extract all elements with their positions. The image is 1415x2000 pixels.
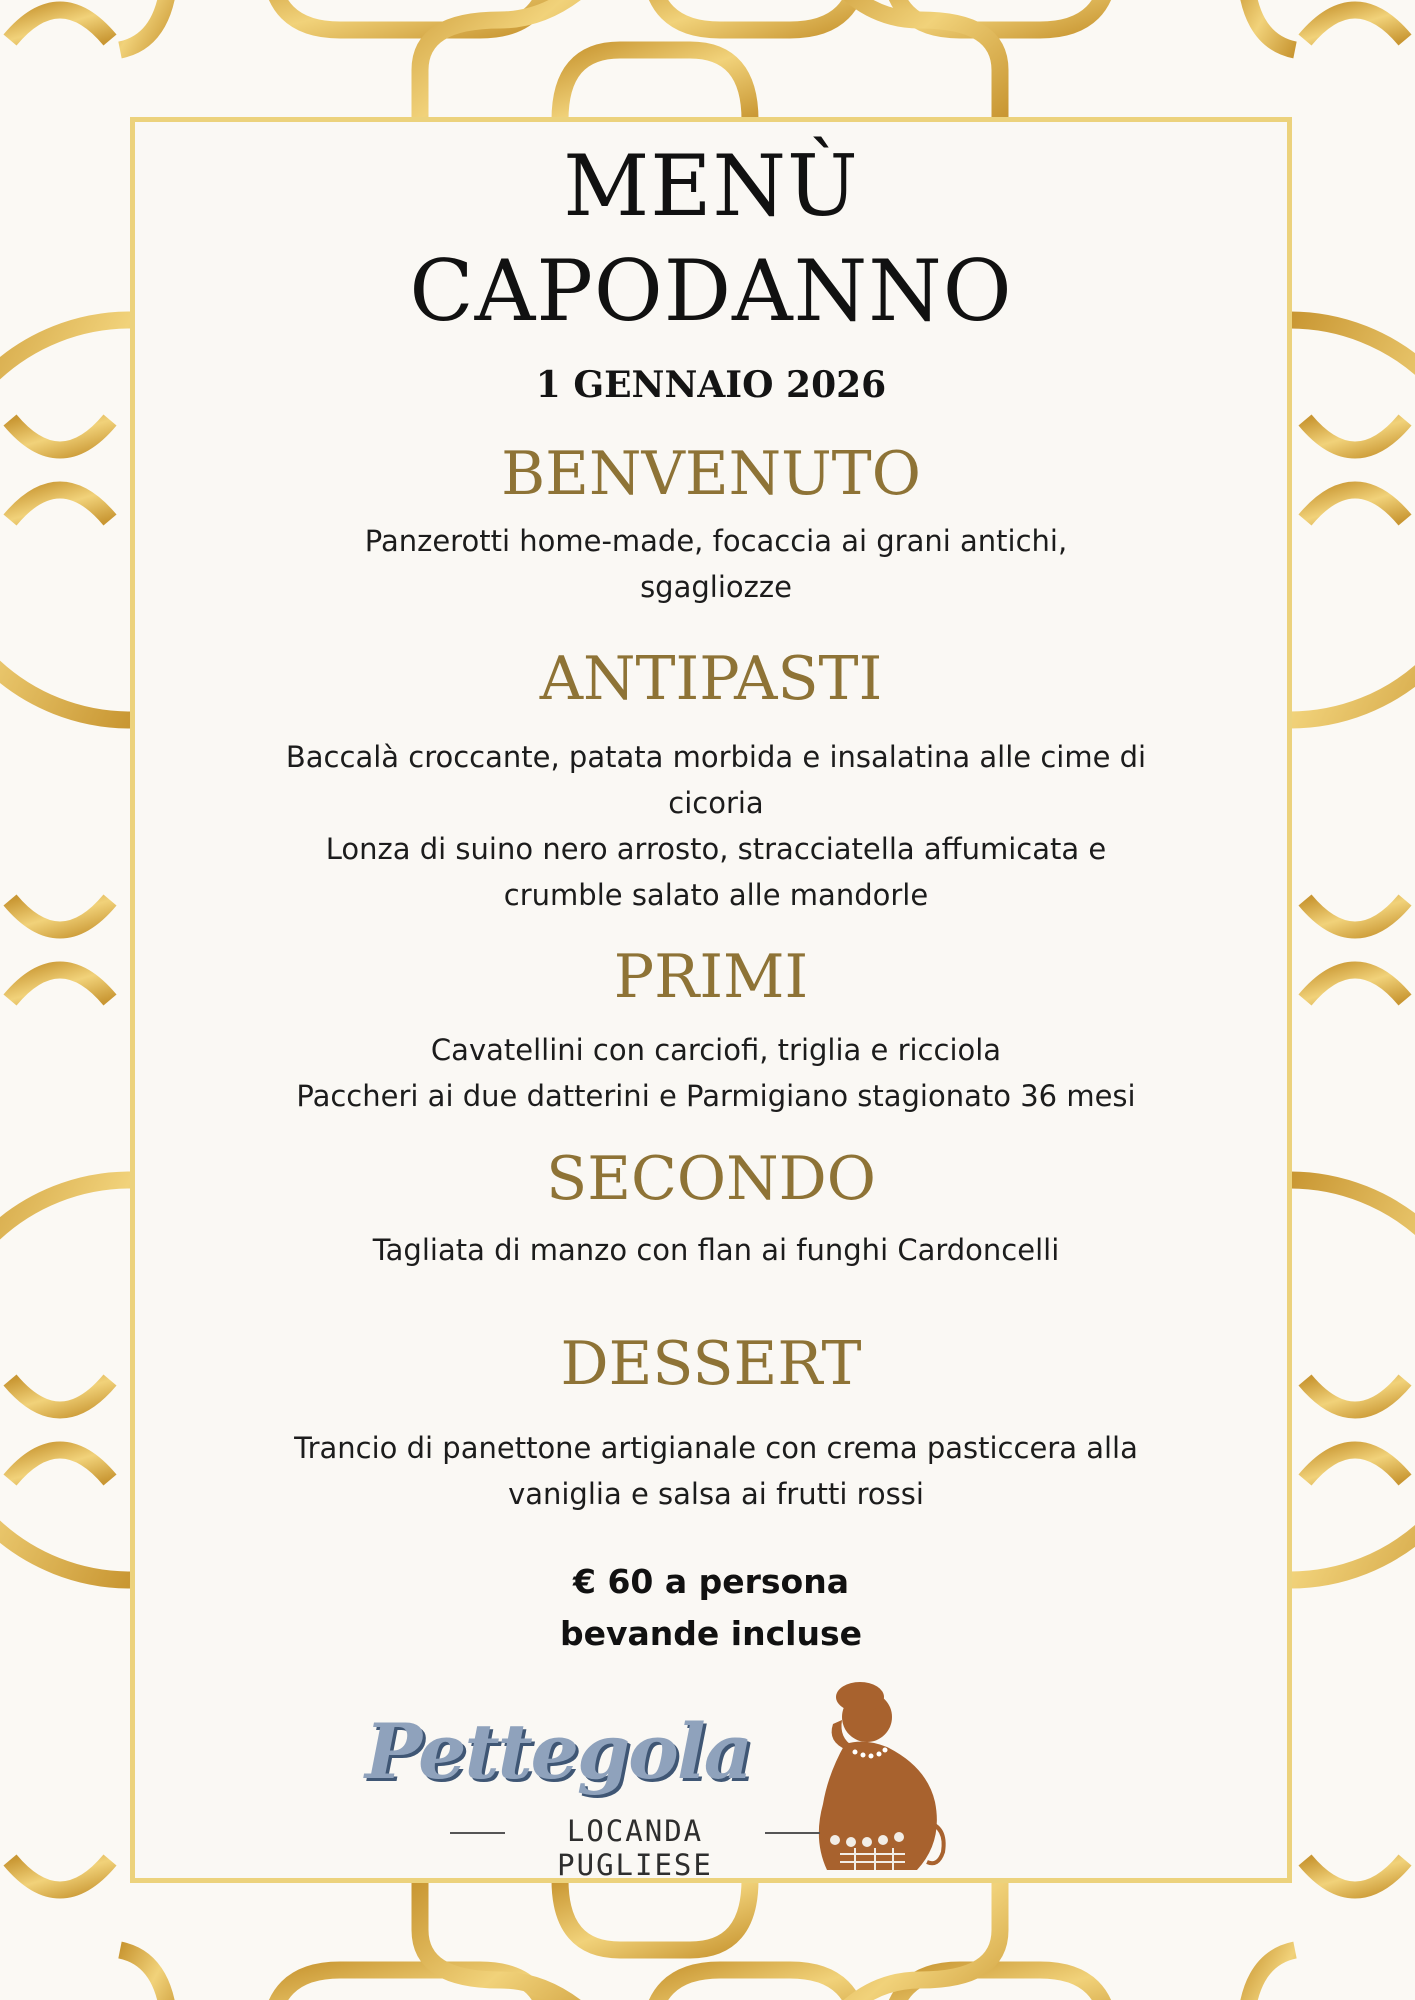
section-items-antipasti bbox=[175, 734, 1257, 918]
section-heading-benvenuto: BENVENUTO bbox=[501, 439, 921, 509]
menu-item-line: vaniglia e salsa ai frutti rossi bbox=[508, 1477, 924, 1511]
drinks-included-note: bevande incluse bbox=[560, 1614, 862, 1653]
brand-divider-left bbox=[450, 1832, 505, 1834]
section-items-primi bbox=[175, 1027, 1257, 1119]
menu-item-line: Trancio di panettone artigianale con crema pasticcera alla bbox=[294, 1431, 1138, 1465]
section-items-benvenuto bbox=[175, 518, 1257, 610]
section-heading-secondo: SECONDO bbox=[546, 1144, 876, 1214]
menu-title-line1: MENÙ bbox=[563, 137, 859, 235]
menu-item-line: Lonza di suino nero arrosto, stracciatella affumicata e bbox=[325, 832, 1107, 866]
brand-logo-name: Pettegola bbox=[365, 1707, 751, 1796]
brand-subtitle: LOCANDA PUGLIESE bbox=[557, 1814, 713, 1882]
menu-card bbox=[130, 117, 1292, 1883]
menu-item-line: Cavatellini con carciofi, triglia e ricciola bbox=[430, 1033, 1002, 1067]
menu-item-line: Paccheri ai due datterini e Parmigiano stagionato 36 mesi bbox=[296, 1079, 1136, 1113]
section-items-dessert bbox=[175, 1425, 1257, 1517]
section-heading-dessert: DESSERT bbox=[560, 1329, 862, 1399]
section-heading-primi: PRIMI bbox=[613, 942, 809, 1012]
menu-date: 1 GENNAIO 2026 bbox=[535, 364, 887, 406]
section-heading-antipasti: ANTIPASTI bbox=[539, 644, 883, 714]
section-items-secondo bbox=[175, 1227, 1257, 1273]
menu-item-line: cicoria bbox=[668, 786, 764, 820]
price-per-person: € 60 a persona bbox=[573, 1562, 849, 1601]
menu-item-line: Tagliata di manzo con flan ai funghi Cardoncelli bbox=[372, 1233, 1060, 1267]
menu-item-line: Panzerotti home-made, focaccia ai grani antichi, bbox=[364, 524, 1068, 558]
menu-item-line: sgagliozze bbox=[640, 570, 792, 604]
menu-item-line: crumble salato alle mandorle bbox=[503, 878, 929, 912]
price-block bbox=[135, 1556, 1287, 1660]
brand-subtitle-row bbox=[450, 1812, 820, 1882]
menu-item-line: Baccalà croccante, patata morbida e insalatina alle cime di bbox=[285, 740, 1147, 774]
brand-divider-right bbox=[765, 1832, 820, 1834]
menu-title-line2: CAPODANNO bbox=[409, 242, 1013, 340]
